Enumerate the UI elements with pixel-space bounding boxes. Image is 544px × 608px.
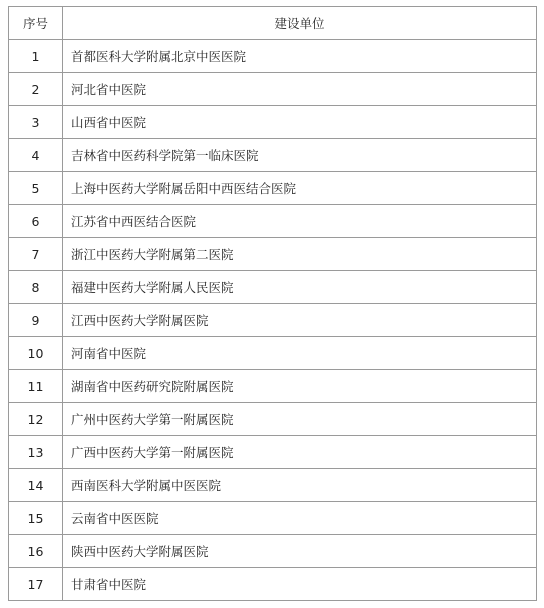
table-body: [9, 40, 537, 601]
table-row: [9, 403, 537, 436]
table-row: [9, 535, 537, 568]
row-index: 15: [9, 502, 63, 535]
table-row: [9, 139, 537, 172]
table-header-row: [9, 7, 537, 40]
row-unit: 吉林省中医药科学院第一临床医院: [63, 139, 537, 172]
table-row: [9, 337, 537, 370]
row-index: 13: [9, 436, 63, 469]
table-row: [9, 568, 537, 601]
row-index: 6: [9, 205, 63, 238]
row-unit: 江苏省中西医结合医院: [63, 205, 537, 238]
row-index: 14: [9, 469, 63, 502]
row-unit: 广西中医药大学第一附属医院: [63, 436, 537, 469]
row-index: 11: [9, 370, 63, 403]
table-row: [9, 238, 537, 271]
row-index: 5: [9, 172, 63, 205]
table-row: [9, 205, 537, 238]
table-row: [9, 436, 537, 469]
header-unit: 建设单位: [63, 7, 537, 40]
row-unit: 上海中医药大学附属岳阳中西医结合医院: [63, 172, 537, 205]
row-index: 12: [9, 403, 63, 436]
row-unit: 福建中医药大学附属人民医院: [63, 271, 537, 304]
row-index: 8: [9, 271, 63, 304]
table-row: [9, 106, 537, 139]
row-index: 9: [9, 304, 63, 337]
row-index: 4: [9, 139, 63, 172]
row-index: 1: [9, 40, 63, 73]
row-index: 7: [9, 238, 63, 271]
table-row: [9, 271, 537, 304]
row-unit: 江西中医药大学附属医院: [63, 304, 537, 337]
row-unit: 山西省中医院: [63, 106, 537, 139]
row-index: 10: [9, 337, 63, 370]
table-row: [9, 304, 537, 337]
table-row: [9, 370, 537, 403]
row-index: 2: [9, 73, 63, 106]
row-unit: 河北省中医院: [63, 73, 537, 106]
row-unit: 陕西中医药大学附属医院: [63, 535, 537, 568]
table-row: [9, 40, 537, 73]
row-unit: 首都医科大学附属北京中医医院: [63, 40, 537, 73]
hospital-table: [8, 6, 537, 601]
table-row: [9, 73, 537, 106]
row-unit: 浙江中医药大学附属第二医院: [63, 238, 537, 271]
row-index: 3: [9, 106, 63, 139]
table-row: [9, 172, 537, 205]
row-unit: 河南省中医院: [63, 337, 537, 370]
row-unit: 湖南省中医药研究院附属医院: [63, 370, 537, 403]
table-row: [9, 469, 537, 502]
row-unit: 云南省中医医院: [63, 502, 537, 535]
table-row: [9, 502, 537, 535]
row-unit: 广州中医药大学第一附属医院: [63, 403, 537, 436]
row-index: 17: [9, 568, 63, 601]
row-unit: 西南医科大学附属中医医院: [63, 469, 537, 502]
header-index: 序号: [9, 7, 63, 40]
row-unit: 甘肃省中医院: [63, 568, 537, 601]
row-index: 16: [9, 535, 63, 568]
